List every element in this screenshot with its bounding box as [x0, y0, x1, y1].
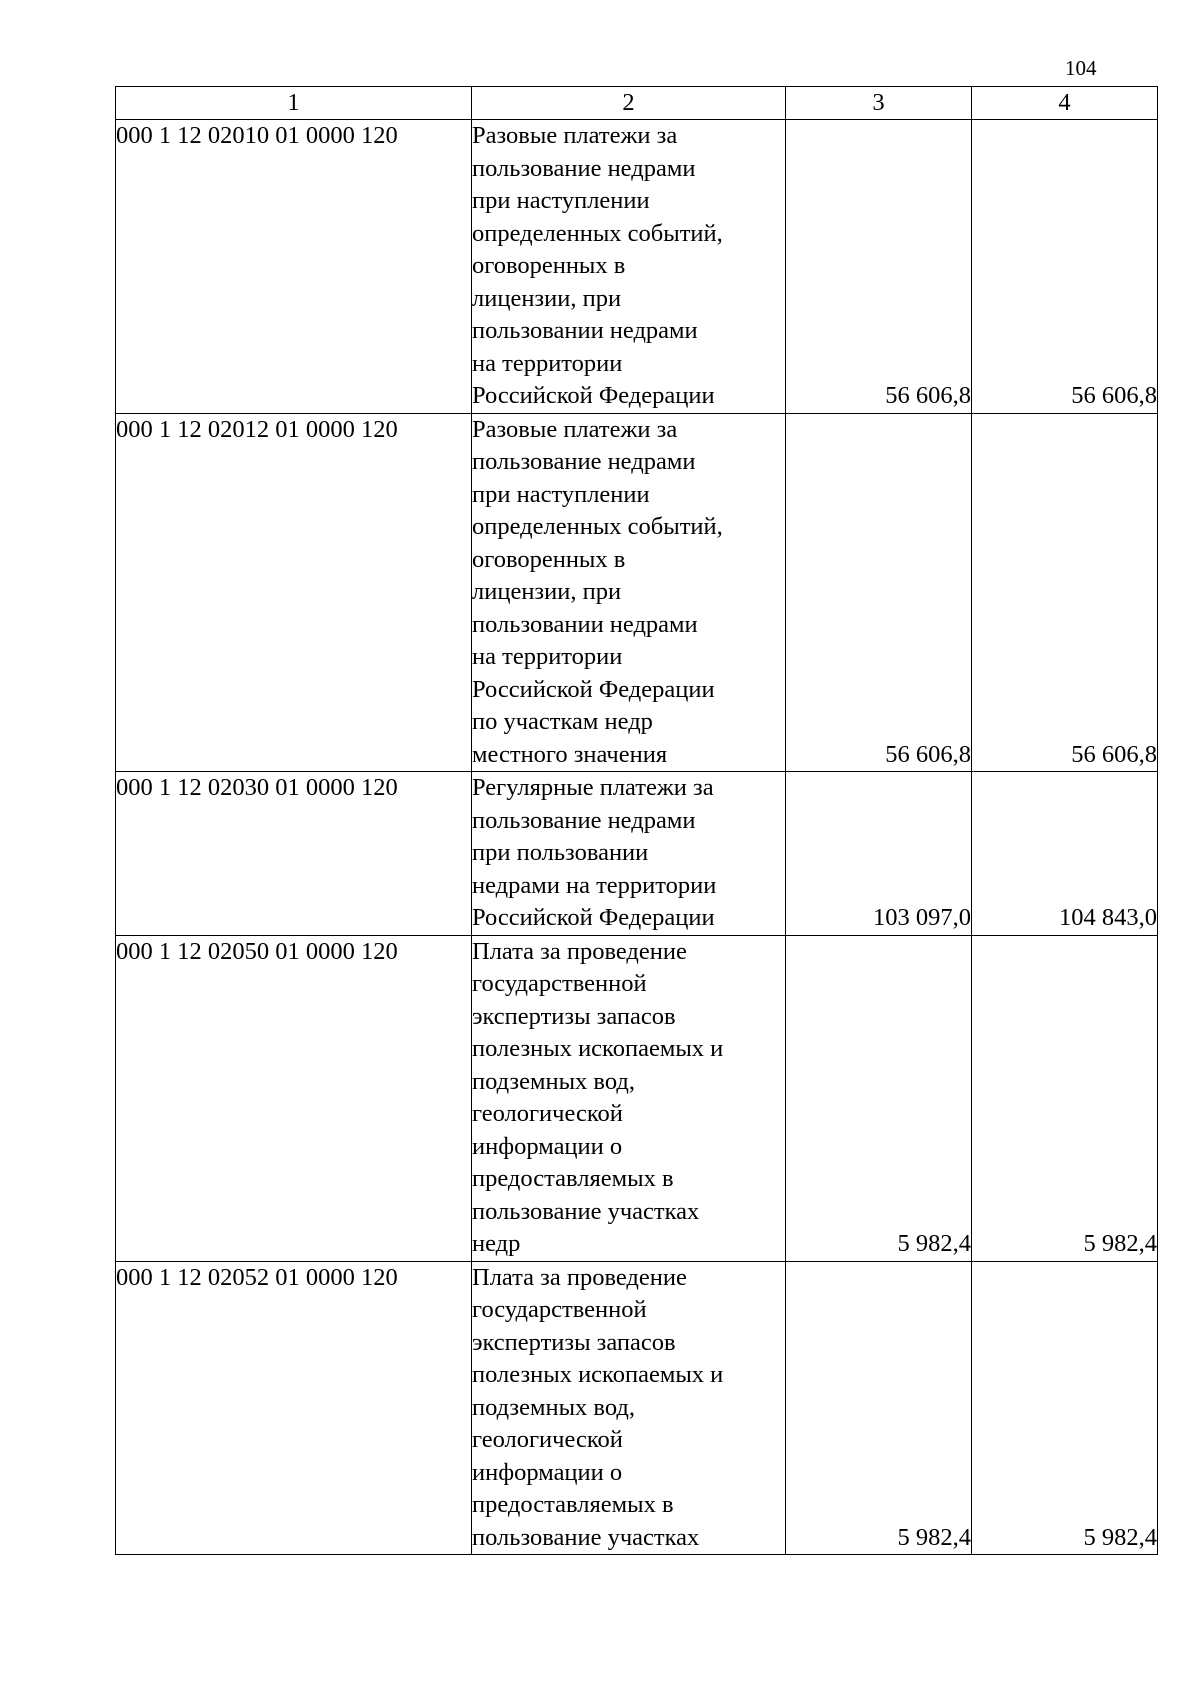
revenue-name-cell [472, 935, 786, 1261]
revenue-name-line: определенных событий, [472, 513, 723, 540]
revenue-name-line: на территории [472, 349, 623, 377]
column-header-3: 3 [786, 87, 972, 120]
revenue-name-line: Российской Федерации [472, 675, 715, 703]
budget-code-cell: 000 1 12 02012 01 0000 120 [116, 413, 472, 772]
revenue-name-line: при пользовании [472, 839, 649, 866]
revenue-name-line: подземных вод, [472, 1067, 635, 1095]
revenue-name-line: пользование недрами [472, 154, 696, 182]
revenue-name-line: пользовании недрами [472, 610, 698, 638]
revenue-name-line: Разовые платежи за [472, 415, 678, 443]
amount-column-4-cell: 104 843,0 [972, 772, 1158, 936]
revenue-name-line: оговоренных в [472, 545, 626, 573]
budget-table [115, 86, 1158, 1555]
revenue-name-line: предоставляемых в [472, 1491, 674, 1518]
revenue-name-line: экспертизы запасов [472, 1002, 676, 1030]
revenue-name-line: определенных событий, [472, 219, 723, 247]
revenue-name-line: при наступлении [472, 187, 650, 214]
revenue-name-line: на территории [472, 643, 623, 670]
page-number: 104 [1065, 56, 1097, 80]
revenue-name-line: недрами на территории [472, 871, 717, 899]
revenue-name-line: геологической [472, 1100, 623, 1127]
revenue-name-cell [472, 1261, 786, 1555]
budget-code-cell: 000 1 12 02030 01 0000 120 [116, 772, 472, 936]
revenue-name-line: Российской Федерации [472, 904, 715, 931]
revenue-name-line: государственной [472, 970, 647, 997]
revenue-name-line: лицензии, при [472, 284, 622, 312]
revenue-name-line: пользование недрами [472, 806, 696, 834]
amount-column-3-cell: 5 982,4 [786, 935, 972, 1261]
revenue-name-line: Плата за проведение [472, 937, 687, 965]
revenue-name-line: подземных вод, [472, 1393, 635, 1421]
revenue-name-line: полезных ископаемых и [472, 1035, 724, 1062]
revenue-name-line: Регулярные платежи за [472, 774, 714, 801]
table-row [116, 935, 1158, 1261]
amount-column-3-cell: 56 606,8 [786, 120, 972, 414]
table-header-row [116, 87, 1158, 120]
revenue-name-line: предоставляемых в [472, 1165, 674, 1192]
budget-code-cell: 000 1 12 02050 01 0000 120 [116, 935, 472, 1261]
amount-column-3-cell: 56 606,8 [786, 413, 972, 772]
amount-column-4-cell: 5 982,4 [972, 935, 1158, 1261]
revenue-name-line: геологической [472, 1426, 623, 1453]
amount-column-3-cell: 5 982,4 [786, 1261, 972, 1555]
revenue-name-line: пользование недрами [472, 448, 696, 475]
revenue-name-line: Разовые платежи за [472, 122, 678, 149]
revenue-name-line: экспертизы запасов [472, 1328, 676, 1356]
revenue-name-line: государственной [472, 1296, 647, 1323]
amount-column-4-cell: 56 606,8 [972, 120, 1158, 414]
revenue-name-line: пользовании недрами [472, 317, 698, 344]
budget-code-cell: 000 1 12 02010 01 0000 120 [116, 120, 472, 414]
budget-code-cell: 000 1 12 02052 01 0000 120 [116, 1261, 472, 1555]
revenue-name-line: пользование участках [472, 1523, 700, 1551]
revenue-name-line: пользование участках [472, 1197, 700, 1225]
amount-column-4-cell: 56 606,8 [972, 413, 1158, 772]
revenue-name-line: информации о [472, 1132, 623, 1160]
revenue-name-cell [472, 120, 786, 414]
column-header-4: 4 [972, 87, 1158, 120]
revenue-name-line: лицензии, при [472, 578, 622, 605]
revenue-name-line: Российской Федерации [472, 382, 715, 409]
table-row [116, 772, 1158, 936]
revenue-name-cell [472, 772, 786, 936]
table-body [116, 120, 1158, 1555]
revenue-name-line: информации о [472, 1458, 623, 1486]
amount-column-3-cell: 103 097,0 [786, 772, 972, 936]
revenue-name-line: полезных ископаемых и [472, 1361, 724, 1388]
table-row [116, 413, 1158, 772]
revenue-name-line: местного значения [472, 740, 668, 768]
revenue-name-cell [472, 413, 786, 772]
revenue-name-line: по участкам недр [472, 708, 653, 735]
column-header-1: 1 [116, 87, 472, 120]
amount-column-4-cell: 5 982,4 [972, 1261, 1158, 1555]
column-header-2: 2 [472, 87, 786, 120]
revenue-name-line: при наступлении [472, 480, 650, 508]
table-row [116, 1261, 1158, 1555]
revenue-name-line: оговоренных в [472, 252, 626, 279]
revenue-name-line: Плата за проведение [472, 1263, 687, 1291]
revenue-name-line: недр [472, 1230, 521, 1257]
table-row [116, 120, 1158, 414]
